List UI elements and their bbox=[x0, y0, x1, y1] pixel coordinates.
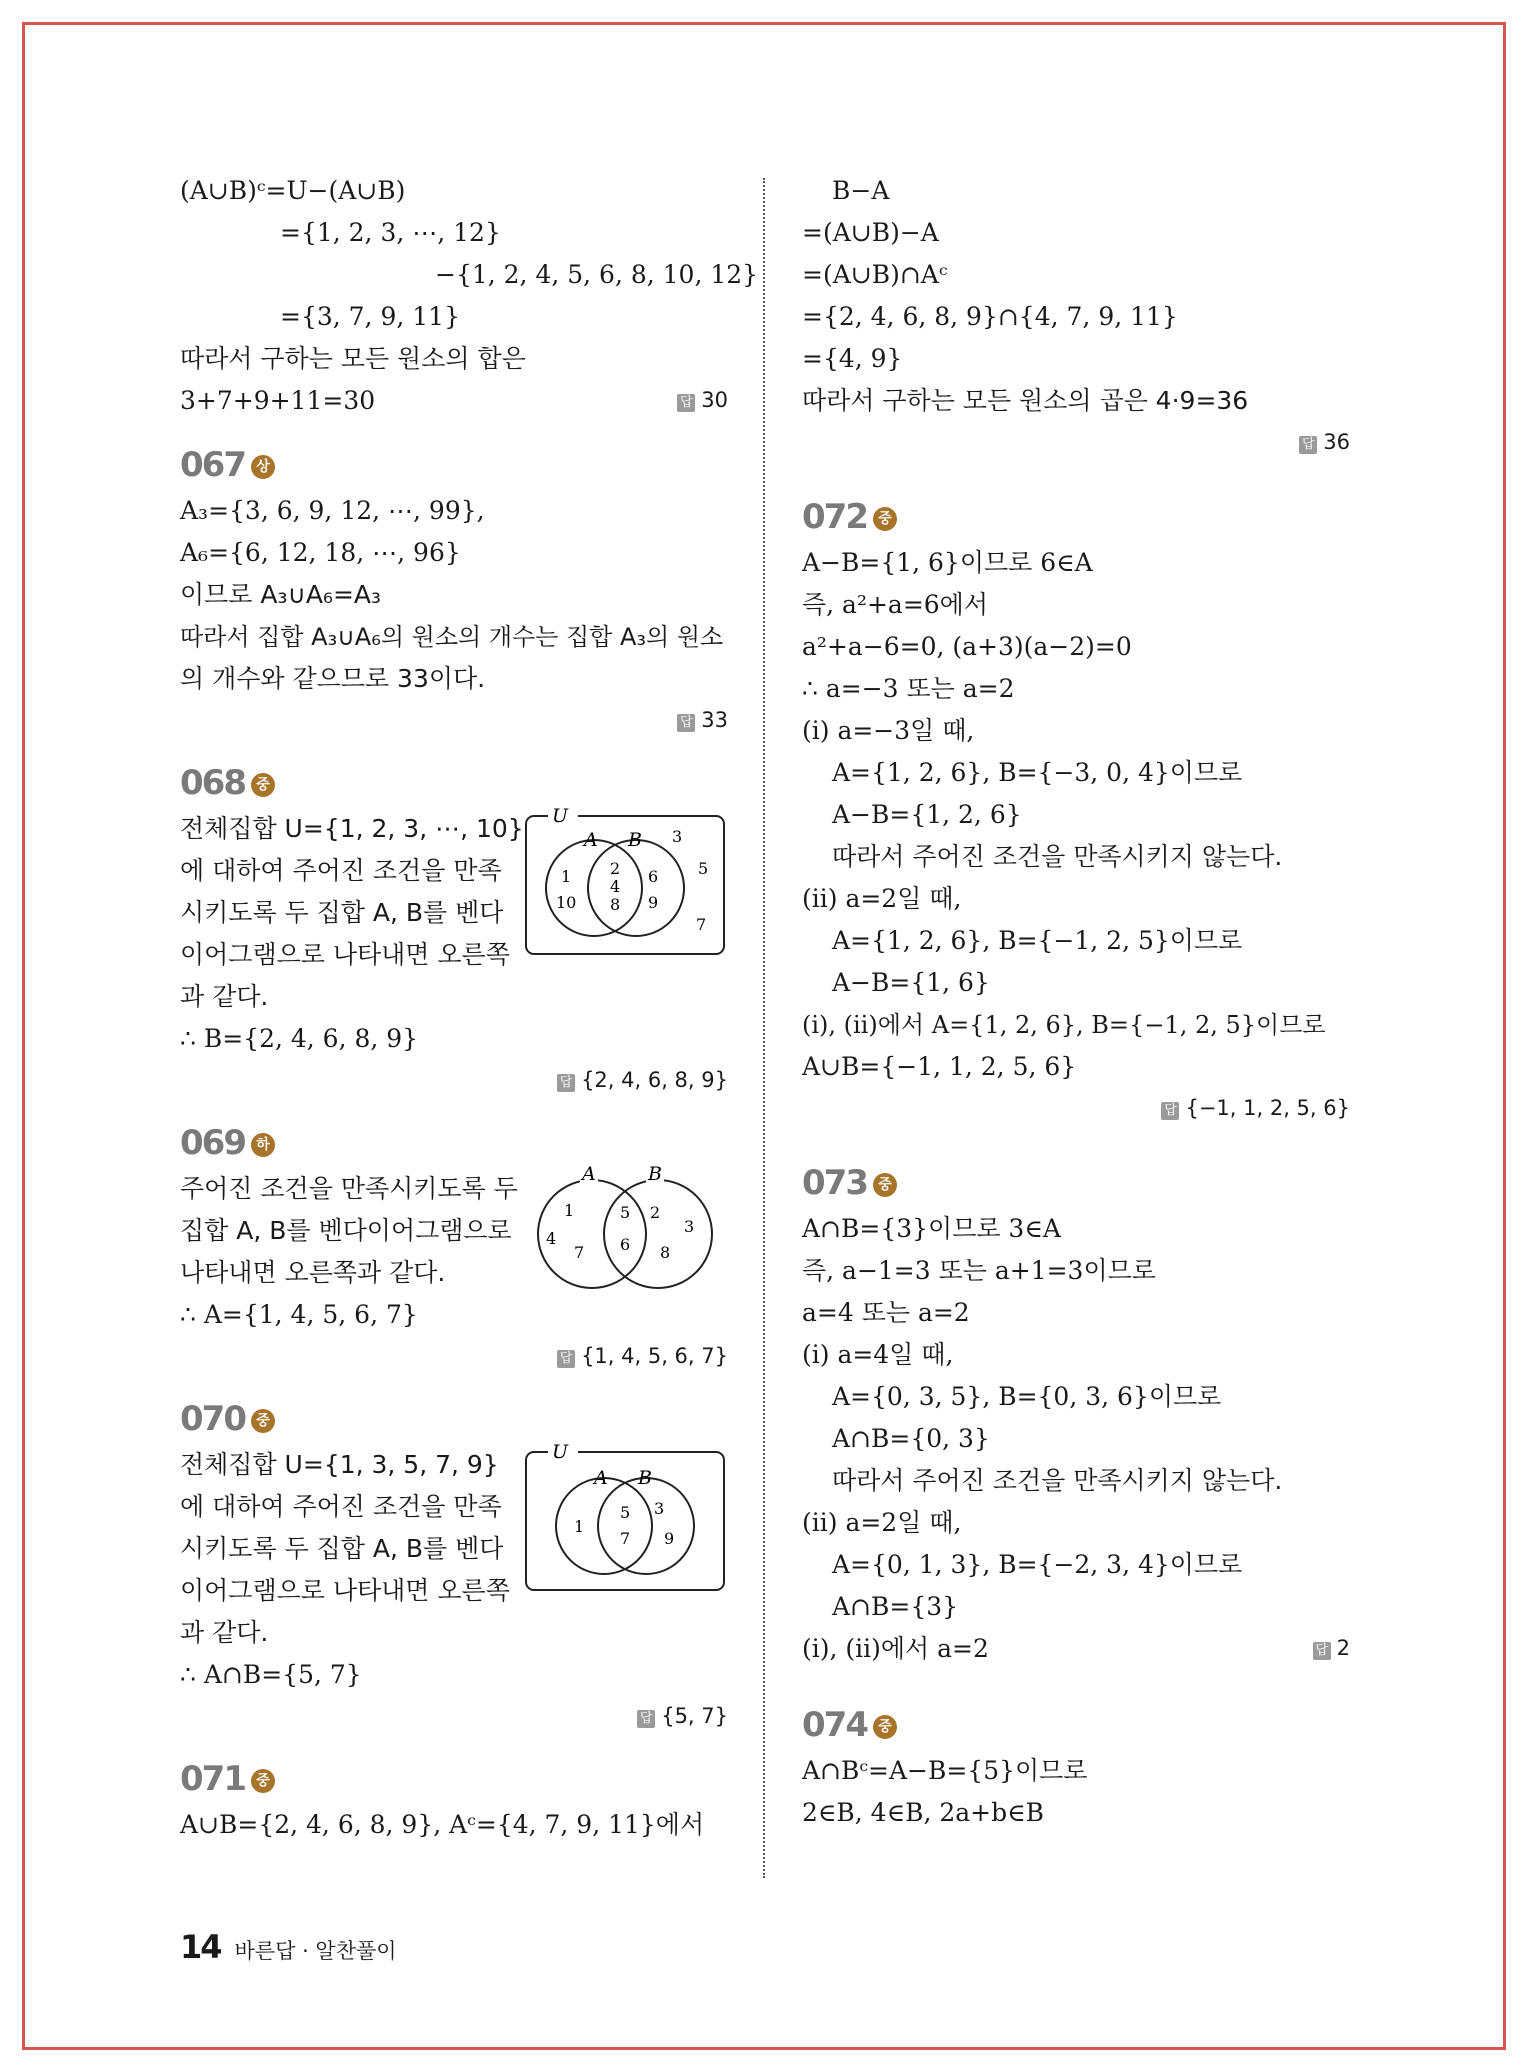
solution-line: 이므로 A₃∪A₆=A₃ bbox=[180, 580, 382, 609]
element: 5 bbox=[620, 1503, 631, 1522]
answer bbox=[802, 1088, 1350, 1128]
solution-line: 집합 A, B를 벤다이어그램으로 bbox=[180, 1216, 512, 1245]
universal-set-box bbox=[526, 816, 724, 954]
solution-line: B−A bbox=[832, 176, 890, 205]
set-label: B bbox=[648, 1163, 662, 1185]
difficulty-badge: 중 bbox=[251, 1409, 275, 1433]
solution-line: 에 대하여 주어진 조건을 만족 bbox=[180, 1492, 502, 1521]
answer bbox=[180, 700, 728, 740]
solution-line: 이어그램으로 나타내면 오른쪽 bbox=[180, 940, 510, 969]
element: 3 bbox=[684, 1217, 695, 1236]
element: 1 bbox=[561, 867, 572, 886]
solution-line: 즉, a−1=3 또는 a+1=3이므로 bbox=[802, 1256, 1156, 1285]
solution-line: 전체집합 U={1, 2, 3, ⋯, 10} bbox=[180, 814, 524, 843]
answer-tag-icon: 답 bbox=[677, 394, 695, 412]
solution-line: A∪B={−1, 1, 2, 5, 6} bbox=[802, 1052, 1077, 1081]
difficulty-badge: 중 bbox=[873, 1173, 897, 1197]
set-label: B bbox=[638, 1467, 652, 1489]
solution-line: 따라서 구하는 모든 원소의 곱은 4·9=36 bbox=[802, 386, 1249, 415]
problem-number: 067 상 bbox=[180, 440, 728, 490]
solution-line: 주어진 조건을 만족시키도록 두 bbox=[180, 1174, 518, 1203]
venn-diagram-068 bbox=[524, 808, 728, 958]
right-column bbox=[802, 170, 1350, 1834]
solution-line: A∩B={0, 3} bbox=[832, 1424, 990, 1453]
element: 4 bbox=[610, 877, 621, 896]
solution-line: 3+7+9+11=30 bbox=[180, 386, 376, 415]
venn-diagram-069 bbox=[524, 1162, 728, 1292]
solution-line: 나타내면 오른쪽과 같다. bbox=[180, 1258, 446, 1287]
solution-line: ∴ B={2, 4, 6, 8, 9} bbox=[180, 1024, 419, 1053]
solution-line: (A∪B)ᶜ=U−(A∪B) bbox=[180, 176, 406, 205]
solution-line: 따라서 구하는 모든 원소의 합은 bbox=[180, 344, 526, 373]
venn-diagram-070 bbox=[524, 1444, 728, 1594]
set-label: A bbox=[594, 1467, 608, 1489]
answer bbox=[180, 1336, 728, 1376]
difficulty-badge: 중 bbox=[873, 507, 897, 531]
solution-line: 시키도록 두 집합 A, B를 벤다 bbox=[180, 898, 504, 927]
answer-tag-icon: 답 bbox=[557, 1350, 575, 1368]
solution-line: ∴ A={1, 4, 5, 6, 7} bbox=[180, 1300, 418, 1329]
solution-line: A−B={1, 2, 6} bbox=[832, 800, 1022, 829]
solution-line: 2∈B, 4∈B, 2a+b∈B bbox=[802, 1798, 1044, 1827]
element: 7 bbox=[696, 915, 707, 934]
set-a-circle bbox=[546, 840, 642, 936]
difficulty-badge: 상 bbox=[251, 455, 275, 479]
solution-line: A∩B={3} bbox=[832, 1592, 959, 1621]
set-a-circle bbox=[556, 1478, 652, 1574]
solution-line: (ⅰ), (ⅱ)에서 a=2 bbox=[802, 1634, 989, 1663]
solution-line: 따라서 집합 A₃∪A₆의 원소의 개수는 집합 A₃의 원소 bbox=[180, 623, 724, 651]
solution-line: ={4, 9} bbox=[802, 344, 903, 373]
solution-line: 즉, a²+a=6에서 bbox=[802, 590, 988, 619]
solution-line: A−B={1, 6} bbox=[832, 968, 990, 997]
difficulty-badge: 중 bbox=[251, 1769, 275, 1793]
column-divider bbox=[763, 178, 765, 1878]
set-label: A bbox=[582, 1163, 596, 1185]
difficulty-badge: 중 bbox=[251, 773, 275, 797]
solution-line: A∪B={2, 4, 6, 8, 9}, Aᶜ={4, 7, 9, 11}에서 bbox=[180, 1810, 705, 1839]
page-footer bbox=[180, 1928, 397, 1966]
solution-line: A−B={1, 6}이므로 6∈A bbox=[802, 548, 1093, 577]
answer-tag-icon: 답 bbox=[1299, 436, 1317, 454]
solution-line: A={1, 2, 6}, B={−1, 2, 5}이므로 bbox=[832, 926, 1243, 955]
answer-value: 33 bbox=[701, 708, 728, 732]
answer-value: {5, 7} bbox=[661, 1704, 728, 1728]
left-column bbox=[180, 170, 759, 1846]
solution-line: ={3, 7, 9, 11} bbox=[280, 302, 460, 331]
solution-line: 과 같다. bbox=[180, 1618, 269, 1647]
solution-line: A∩Bᶜ=A−B={5}이므로 bbox=[802, 1756, 1088, 1785]
set-b-circle bbox=[598, 1478, 694, 1574]
set-label: U bbox=[552, 1444, 569, 1463]
page-number: 14 bbox=[180, 1928, 221, 1966]
element: 8 bbox=[660, 1243, 671, 1262]
element: 3 bbox=[672, 827, 683, 846]
answer bbox=[677, 380, 728, 420]
element: 7 bbox=[620, 1529, 631, 1548]
solution-line: 에 대하여 주어진 조건을 만족 bbox=[180, 856, 502, 885]
answer-tag-icon: 답 bbox=[1161, 1102, 1179, 1120]
solution-line: A∩B={3}이므로 3∈A bbox=[802, 1214, 1061, 1243]
element: 5 bbox=[620, 1203, 631, 1222]
solution-line: 시키도록 두 집합 A, B를 벤다 bbox=[180, 1534, 504, 1563]
element: 8 bbox=[610, 895, 621, 914]
set-label: A bbox=[584, 829, 598, 851]
element: 7 bbox=[574, 1243, 585, 1262]
solution-line: A={0, 3, 5}, B={0, 3, 6}이므로 bbox=[832, 1382, 1222, 1411]
solution-line: 따라서 주어진 조건을 만족시키지 않는다. bbox=[832, 842, 1283, 871]
solution-line: 따라서 주어진 조건을 만족시키지 않는다. bbox=[832, 1466, 1283, 1495]
answer-value: {2, 4, 6, 8, 9} bbox=[581, 1068, 728, 1092]
solution-line: =(A∪B)−A bbox=[802, 218, 939, 247]
solution-line: =(A∪B)∩Aᶜ bbox=[802, 260, 948, 289]
solution-line: (ⅱ) a=2일 때, bbox=[802, 1508, 962, 1537]
element: 9 bbox=[664, 1529, 675, 1548]
set-label: B bbox=[628, 829, 642, 851]
answer-value: {1, 4, 5, 6, 7} bbox=[581, 1344, 728, 1368]
solution-line: (ⅱ) a=2일 때, bbox=[802, 884, 962, 913]
solution-line: 이어그램으로 나타내면 오른쪽 bbox=[180, 1576, 510, 1605]
footer-label: 바른답 · 알찬풀이 bbox=[234, 1939, 397, 1963]
problem-number: 074 중 bbox=[802, 1700, 1350, 1750]
solution-line: 의 개수와 같으므로 33이다. bbox=[180, 664, 486, 693]
solution-line: A={0, 1, 3}, B={−2, 3, 4}이므로 bbox=[832, 1550, 1243, 1579]
answer-tag-icon: 답 bbox=[557, 1074, 575, 1092]
element: 9 bbox=[648, 893, 659, 912]
element: 5 bbox=[698, 859, 709, 878]
solution-line: (ⅰ), (ⅱ)에서 A={1, 2, 6}, B={−1, 2, 5}이므로 bbox=[802, 1011, 1326, 1039]
answer bbox=[180, 1696, 728, 1736]
element: 2 bbox=[650, 1203, 661, 1222]
answer bbox=[180, 1060, 728, 1100]
set-label: U bbox=[552, 808, 569, 827]
difficulty-badge: 중 bbox=[873, 1715, 897, 1739]
answer-value: 30 bbox=[701, 388, 728, 412]
solution-line: 전체집합 U={1, 3, 5, 7, 9} bbox=[180, 1450, 499, 1479]
element: 1 bbox=[574, 1517, 585, 1536]
solution-line: A₆={6, 12, 18, ⋯, 96} bbox=[180, 538, 461, 567]
answer-value: {−1, 1, 2, 5, 6} bbox=[1185, 1096, 1350, 1120]
element: 2 bbox=[610, 859, 621, 878]
problem-number: 072 중 bbox=[802, 492, 1350, 542]
element: 4 bbox=[546, 1229, 557, 1248]
element: 1 bbox=[564, 1201, 575, 1220]
difficulty-badge: 하 bbox=[251, 1133, 275, 1157]
problem-number: 070 중 bbox=[180, 1394, 728, 1444]
problem-number: 069 하 bbox=[180, 1118, 728, 1168]
problem-number: 073 중 bbox=[802, 1158, 1350, 1208]
solution-line: −{1, 2, 4, 5, 6, 8, 10, 12} bbox=[435, 260, 759, 289]
solution-line: ∴ A∩B={5, 7} bbox=[180, 1660, 362, 1689]
solution-line: ={2, 4, 6, 8, 9}∩{4, 7, 9, 11} bbox=[802, 302, 1178, 331]
element: 6 bbox=[620, 1235, 631, 1254]
set-b-circle bbox=[604, 1180, 712, 1288]
answer-value: 36 bbox=[1323, 430, 1350, 454]
solution-line: ={1, 2, 3, ⋯, 12} bbox=[280, 218, 501, 247]
answer bbox=[1313, 1628, 1350, 1668]
solution-line: 과 같다. bbox=[180, 982, 269, 1011]
solution-line: (ⅰ) a=4일 때, bbox=[802, 1340, 954, 1369]
answer-value: 2 bbox=[1336, 1636, 1350, 1660]
answer bbox=[802, 422, 1350, 462]
answer-tag-icon: 답 bbox=[1313, 1642, 1331, 1660]
set-b-circle bbox=[588, 840, 684, 936]
answer-tag-icon: 답 bbox=[637, 1710, 655, 1728]
solution-line: A={1, 2, 6}, B={−3, 0, 4}이므로 bbox=[832, 758, 1243, 787]
solution-line: a=4 또는 a=2 bbox=[802, 1298, 970, 1327]
solution-line: a²+a−6=0, (a+3)(a−2)=0 bbox=[802, 632, 1132, 661]
solution-line: A₃={3, 6, 9, 12, ⋯, 99}, bbox=[180, 496, 485, 525]
element: 10 bbox=[556, 893, 577, 912]
problem-number: 071 중 bbox=[180, 1754, 728, 1804]
answer-tag-icon: 답 bbox=[677, 714, 695, 732]
solution-line: (ⅰ) a=−3일 때, bbox=[802, 716, 975, 745]
solution-line: ∴ a=−3 또는 a=2 bbox=[802, 674, 1015, 703]
element: 6 bbox=[648, 867, 659, 886]
element: 3 bbox=[654, 1499, 665, 1518]
problem-number: 068 중 bbox=[180, 758, 728, 808]
